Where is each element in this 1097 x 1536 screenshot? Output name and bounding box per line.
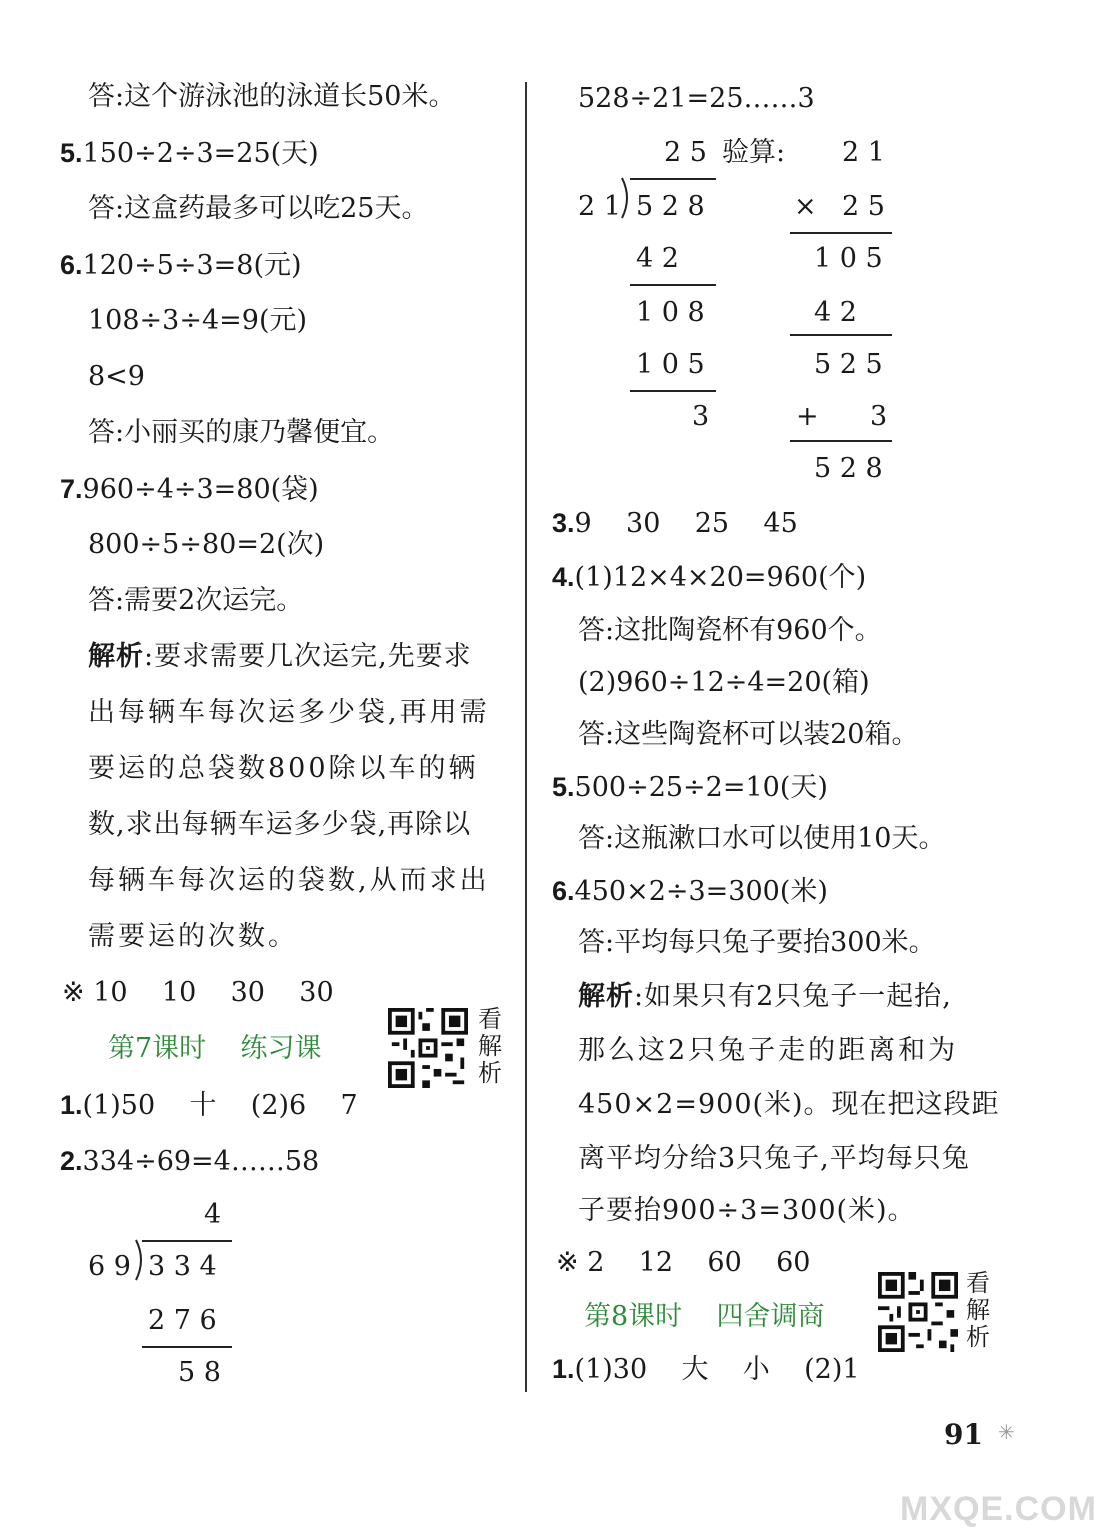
- question-number: 6.: [60, 250, 83, 280]
- equation: 800÷5÷80=2(次): [88, 529, 325, 560]
- qr-caption: 看 解 析: [478, 1005, 502, 1087]
- analysis-line: 要运的总袋数800除以车的辆: [88, 753, 479, 784]
- question-number: 4.: [552, 562, 575, 592]
- question-7: [60, 472, 319, 507]
- comparison: 8<9: [88, 361, 145, 392]
- answer: 9 30 25 45: [574, 508, 798, 539]
- question-number: 5.: [60, 138, 83, 168]
- remainder: 5 8: [178, 1357, 221, 1388]
- equation: 150÷2÷3=25(天): [82, 138, 319, 169]
- answer-line: 答:平均每只兔子要抬300米。: [578, 927, 936, 958]
- product: 5 2 5: [814, 349, 883, 380]
- dividend: 3 3 4: [148, 1251, 217, 1282]
- remainder: 3: [692, 401, 710, 432]
- partial-product: 4 2: [814, 297, 857, 328]
- star-icon: ✳: [998, 1420, 1015, 1444]
- subtract-line: [630, 390, 716, 392]
- answer-line: 答:这瓶漱口水可以使用10天。: [578, 823, 946, 854]
- column-divider: [525, 82, 527, 1392]
- practice-1: [552, 1352, 860, 1387]
- question-5: [60, 136, 319, 171]
- product-line: [790, 232, 892, 234]
- partial-product: 1 0 5: [636, 349, 705, 380]
- question-4: [552, 560, 866, 595]
- qr-code-icon[interactable]: [878, 1272, 958, 1352]
- analysis-line: 450×2=900(米)。现在把这段距: [578, 1089, 1000, 1120]
- analysis-line: 出每辆车每次运多少袋,再用需: [88, 697, 490, 728]
- analysis-label: 解析: [88, 641, 144, 672]
- analysis-line: 解析:如果只有2只兔子一起抬,: [578, 981, 952, 1012]
- analysis-line: 子要抬900÷3=300(米)。: [578, 1195, 916, 1226]
- answer-line: 答:需要2次运完。: [88, 585, 304, 616]
- question-number: 2.: [60, 1146, 83, 1176]
- division-bar: [630, 178, 716, 180]
- partial-product: 2 7 6: [148, 1305, 217, 1336]
- dividend: 5 2 8: [636, 191, 705, 222]
- equation: 108÷3÷4=9(元): [88, 305, 308, 336]
- quotient: 2 5: [664, 137, 707, 168]
- question-6: [60, 248, 302, 283]
- subtract-line: [142, 1346, 232, 1348]
- analysis-line: 需要运的次数。: [88, 921, 298, 952]
- question-5: [552, 770, 828, 805]
- equation: 500÷25÷2=10(天): [574, 772, 828, 803]
- practice-1: [60, 1088, 358, 1123]
- question-number: 1.: [60, 1090, 83, 1120]
- equation: (2)960÷12÷4=20(箱): [578, 667, 870, 698]
- division-bracket: [134, 1240, 148, 1280]
- subtract-line: [630, 284, 716, 286]
- times-sign: ×: [794, 191, 817, 222]
- equation: 528÷21=25……3: [578, 83, 815, 114]
- total-line: [790, 440, 892, 442]
- divisor: 6 9: [88, 1251, 131, 1282]
- answer-line: 答:小丽买的康乃馨便宜。: [88, 417, 395, 448]
- answer-line: 答:这个游泳池的泳道长50米。: [88, 81, 456, 112]
- divisor: 2 1: [578, 191, 621, 222]
- qr-caption: 看 解 析: [966, 1269, 990, 1351]
- equation: 450×2÷3=300(米): [574, 876, 828, 907]
- division-bracket: [620, 178, 634, 218]
- equation: (1)12×4×20=960(个): [574, 562, 867, 593]
- question-number: 5.: [552, 772, 575, 802]
- answer-line: 答:这些陶瓷杯可以装20箱。: [578, 719, 919, 750]
- equation: 960÷4÷3=80(袋): [82, 474, 319, 505]
- question-number: 1.: [552, 1354, 575, 1384]
- question-number: 3.: [552, 508, 575, 538]
- bonus-answers: ※ 10 10 30 30: [62, 977, 334, 1008]
- partial-dividend: 1 0 8: [636, 297, 705, 328]
- equation: 120÷5÷3=8(元): [82, 250, 302, 281]
- total: 5 2 8: [814, 453, 883, 484]
- check-label: 验算:: [722, 137, 786, 168]
- partial-product: 4 2: [636, 243, 679, 274]
- partial-product: 1 0 5: [814, 243, 883, 274]
- answer-line: 答:这盒药最多可以吃25天。: [88, 193, 429, 224]
- question-3: [552, 506, 798, 541]
- answer: (1)50 十 (2)6 7: [82, 1090, 358, 1121]
- practice-2: [60, 1144, 319, 1179]
- lesson-heading: 第8课时 四舍调商: [584, 1301, 825, 1332]
- analysis-line: 解析:要求需要几次运完,先要求: [88, 641, 472, 672]
- equation: 334÷69=4……58: [82, 1146, 320, 1177]
- bonus-answers: ※ 2 12 60 60: [556, 1247, 811, 1278]
- qr-code-icon[interactable]: [388, 1008, 468, 1088]
- analysis-line: 那么这2只兔子走的距离和为: [578, 1035, 959, 1066]
- plus-sign: +: [796, 401, 819, 432]
- page-number: 91: [944, 1418, 983, 1451]
- remainder-addend: 3: [870, 401, 888, 432]
- sum-line: [790, 334, 892, 336]
- division-bar: [142, 1240, 232, 1242]
- answer: (1)30 大 小 (2)1: [574, 1354, 860, 1385]
- question-6: [552, 874, 828, 909]
- analysis-line: 离平均分给3只兔子,平均每只兔: [578, 1143, 970, 1174]
- answer-line: 答:这批陶瓷杯有960个。: [578, 615, 882, 646]
- analysis-line: 每辆车每次运的袋数,从而求出: [88, 865, 490, 896]
- multiplier: 2 5: [842, 191, 885, 222]
- watermark: MXQE.COM: [900, 1490, 1097, 1528]
- multiplicand: 2 1: [842, 137, 885, 168]
- analysis-line: 数,求出每辆车运多少袋,再除以: [88, 809, 472, 840]
- question-number: 6.: [552, 876, 575, 906]
- analysis-label: 解析: [578, 981, 634, 1012]
- quotient: 4: [204, 1199, 222, 1230]
- lesson-heading: 第7课时 练习课: [108, 1033, 322, 1064]
- question-number: 7.: [60, 474, 83, 504]
